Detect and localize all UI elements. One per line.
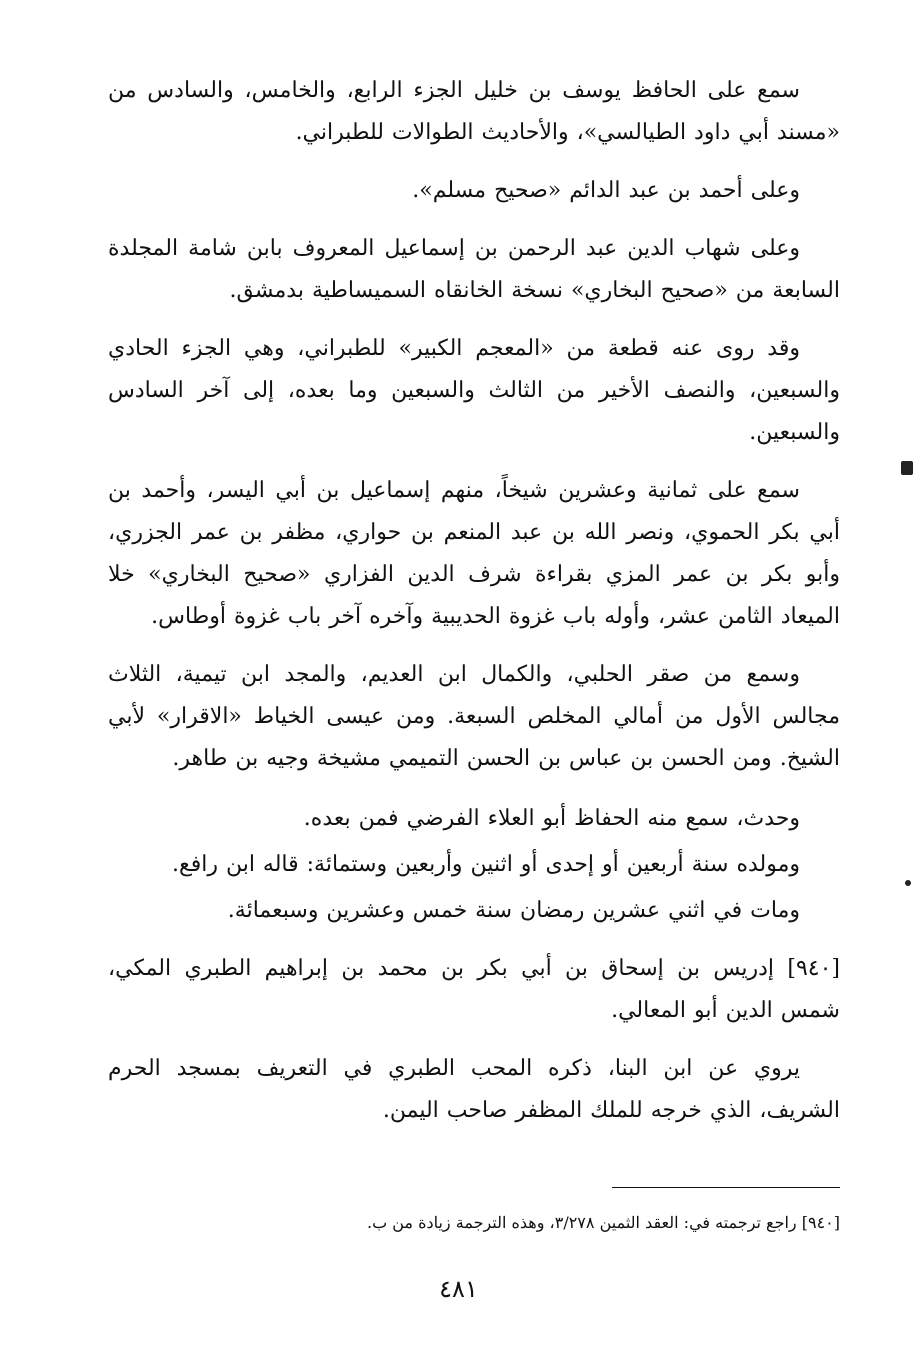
paragraph-death: ومات في اثني عشرين رمضان سنة خمس وعشرين وسبعمائة. xyxy=(227,898,800,923)
paragraph-narrated: وحدث، سمع منه الحفاظ أبو العلاء الفرضي فمن بعده. xyxy=(303,806,800,831)
margin-ink-mark xyxy=(901,461,913,475)
paragraph-ibn-shama: وعلى شهاب الدين عبد الرحمن بن إسماعيل المعروف بابن شامة المجلدة السابعة من «صحيح البخاري» نسخة الخانقاه السميساطية بدمشق. xyxy=(108,236,840,303)
paragraph-saqr-halabi: وسمع من صقر الحلبي، والكمال ابن العديم، والمجد ابن تيمية، الثلاث مجالس الأول من أمالي المخلص السبعة. ومن عيسى الخياط «الاقرار» لأبي الشيخ. ومن الحسن بن عباس بن الحسن التميمي مشيخة وجيه بن طاهر. xyxy=(108,662,840,771)
paragraph-mujam-kabir: وقد روى عنه قطعة من «المعجم الكبير» للطبراني، وهي الجزء الحادي والسبعين، والنصف الأخير من الثالث والسبعين وما بعده، إلى آخر السادس والسبعين. xyxy=(108,336,840,445)
footnote: [٩٤٠] راجع ترجمته في: العقد الثمين ٣/٢٧٨، وهذه الترجمة زيادة من ب. xyxy=(367,1213,840,1232)
paragraph-birth: ومولده سنة أربعين أو إحدى أو اثنين وأربعين وستمائة: قاله ابن رافع. xyxy=(172,852,800,877)
margin-ink-dot xyxy=(905,880,911,886)
entry-heading-940: [٩٤٠] إدريس بن إسحاق بن أبي بكر بن محمد بن إبراهيم الطبري المكي، شمس الدين أبو المعالي. xyxy=(108,956,840,1023)
page-body xyxy=(108,70,840,1148)
paragraph-hearing-yusuf: سمع على الحافظ يوسف بن خليل الجزء الرابع، والخامس، والسادس من «مسند أبي داود الطيالسي»، والأحاديث الطوالات للطبراني. xyxy=(108,78,840,145)
paragraph-twenty-eight-shaykhs: سمع على ثمانية وعشرين شيخاً، منهم إسماعيل بن أبي اليسر، وأحمد بن أبي بكر الحموي، ونصر الله بن عبد المنعم بن حواري، مظفر بن عمر الجزري، وأبو بكر بن عمر المزي بقراءة شرف الدين الفزاري «صحيح البخاري» خلا الميعاد الثامن عشر، وأوله باب غزوة الحديبية وآخره آخر باب غزوة أوطاس. xyxy=(108,478,840,629)
footnote-divider xyxy=(612,1187,840,1188)
page-number: ٤٨١ xyxy=(439,1275,478,1303)
paragraph-ahmad-abd-al-daim: وعلى أحمد بن عبد الدائم «صحيح مسلم». xyxy=(412,178,800,203)
paragraph-ibn-al-banna: يروي عن ابن البنا، ذكره المحب الطبري في التعريف بمسجد الحرم الشريف، الذي خرجه للملك المظفر صاحب اليمن. xyxy=(108,1056,840,1123)
